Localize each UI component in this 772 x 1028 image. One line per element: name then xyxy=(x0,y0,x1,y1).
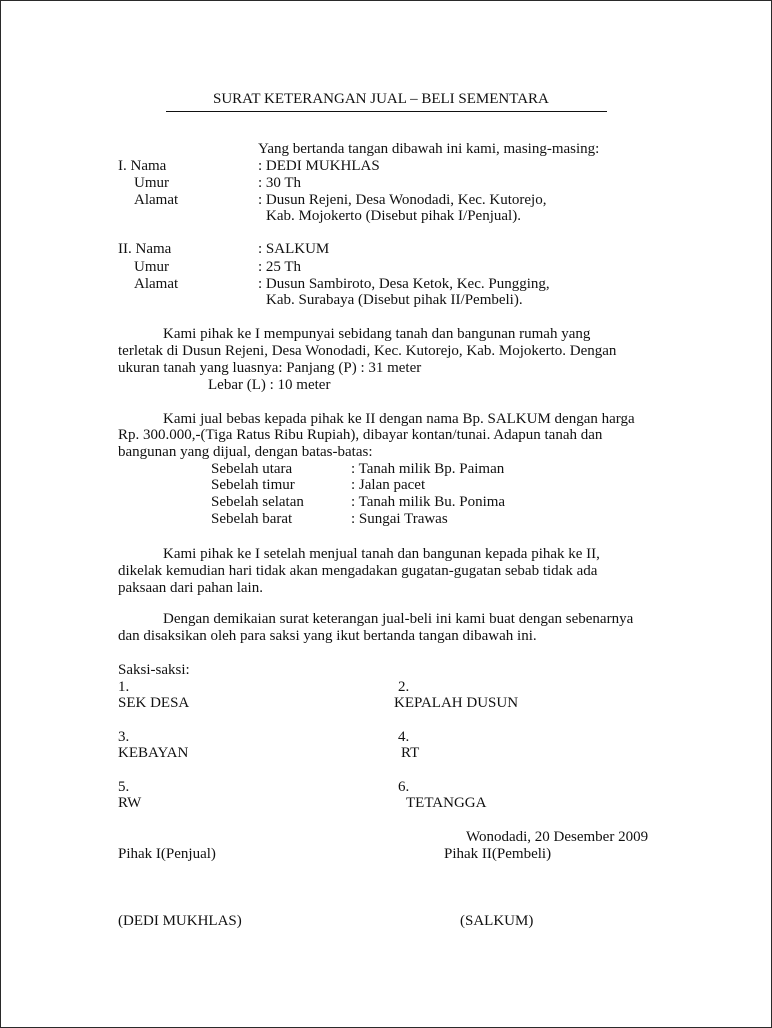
witness-6-name: TETANGGA xyxy=(406,795,487,811)
para1-line1: Kami pihak ke I mempunyai sebidang tanah dan bangunan rumah yang xyxy=(163,326,591,342)
party2-umur-label: Umur xyxy=(134,259,169,275)
para1-line4: Lebar (L) : 10 meter xyxy=(208,377,331,393)
para2-line3: bangunan yang dijual, dengan batas-batas: xyxy=(118,444,373,460)
witness-3-name: KEBAYAN xyxy=(118,745,189,761)
witness-4-number: 4. xyxy=(398,729,410,745)
party2-nama-value: : SALKUM xyxy=(258,241,330,257)
witness-2-name: KEPALAH DUSUN xyxy=(394,695,519,711)
party1-umur-value: : 30 Th xyxy=(258,175,302,191)
party1-alamat-line1: : Dusun Rejeni, Desa Wonodadi, Kec. Kutorejo, xyxy=(258,192,547,208)
party2-alamat-line1: : Dusun Sambiroto, Desa Ketok, Kec. Pungging, xyxy=(258,276,550,292)
party2-alamat-line2: Kab. Surabaya (Disebut pihak II/Pembeli). xyxy=(266,292,523,308)
witness-3-number: 3. xyxy=(118,729,130,745)
boundary-value: : Jalan pacet xyxy=(351,477,426,493)
para4-line1: Dengan demikaian surat keterangan jual-beli ini kami buat dengan sebenarnya xyxy=(163,611,634,627)
seller-label: Pihak I(Penjual) xyxy=(118,846,216,862)
para3-line1: Kami pihak ke I setelah menjual tanah dan bangunan kepada pihak ke II, xyxy=(163,546,600,562)
para3-line3: paksaan dari pahan lain. xyxy=(118,580,263,596)
boundary-label: Sebelah utara xyxy=(211,461,293,477)
party1-alamat-line2: Kab. Mojokerto (Disebut pihak I/Penjual). xyxy=(266,208,521,224)
party1-nama-label: I. Nama xyxy=(118,158,167,174)
witness-6-number: 6. xyxy=(398,779,410,795)
party1-umur-label: Umur xyxy=(134,175,169,191)
boundary-value: : Tanah milik Bu. Ponima xyxy=(351,494,506,510)
witness-1-number: 1. xyxy=(118,679,130,695)
boundary-label: Sebelah timur xyxy=(211,477,295,493)
boundary-value: : Sungai Trawas xyxy=(351,511,448,527)
seller-name: (DEDI MUKHLAS) xyxy=(118,913,242,929)
buyer-label: Pihak II(Pembeli) xyxy=(444,846,552,862)
para4-line2: dan disaksikan oleh para saksi yang ikut bertanda tangan dibawah ini. xyxy=(118,628,537,644)
witness-4-name: RT xyxy=(401,745,420,761)
para1-line2: terletak di Dusun Rejeni, Desa Wonodadi, Kec. Kutorejo, Kab. Mojokerto. Dengan xyxy=(118,343,617,359)
witness-5-name: RW xyxy=(118,795,142,811)
boundary-label: Sebelah barat xyxy=(211,511,293,527)
party1-alamat-label: Alamat xyxy=(134,192,179,208)
witness-1-name: SEK DESA xyxy=(118,695,190,711)
para3-line2: dikelak kemudian hari tidak akan mengadakan gugatan-gugatan sebab tidak ada xyxy=(118,563,598,579)
title-underline xyxy=(166,111,607,112)
place-date: Wonodadi, 20 Desember 2009 xyxy=(466,829,649,845)
document-title: SURAT KETERANGAN JUAL – BELI SEMENTARA xyxy=(213,91,549,107)
party1-nama-value: : DEDI MUKHLAS xyxy=(258,158,380,174)
boundary-label: Sebelah selatan xyxy=(211,494,304,510)
para2-line2: Rp. 300.000,-(Tiga Ratus Ribu Rupiah), dibayar kontan/tunai. Adapun tanah dan xyxy=(118,427,603,443)
witnesses-heading: Saksi-saksi: xyxy=(118,662,190,678)
party2-umur-value: : 25 Th xyxy=(258,259,302,275)
para1-line3: ukuran tanah yang luasnya: Panjang (P) : 31 meter xyxy=(118,360,422,376)
party2-nama-label: II. Nama xyxy=(118,241,172,257)
party2-alamat-label: Alamat xyxy=(134,276,179,292)
witness-2-number: 2. xyxy=(398,679,410,695)
intro-text: Yang bertanda tangan dibawah ini kami, masing-masing: xyxy=(258,141,600,157)
boundary-value: : Tanah milik Bp. Paiman xyxy=(351,461,505,477)
para2-line1: Kami jual bebas kepada pihak ke II dengan nama Bp. SALKUM dengan harga xyxy=(163,411,635,427)
buyer-name: (SALKUM) xyxy=(460,913,534,929)
witness-5-number: 5. xyxy=(118,779,130,795)
